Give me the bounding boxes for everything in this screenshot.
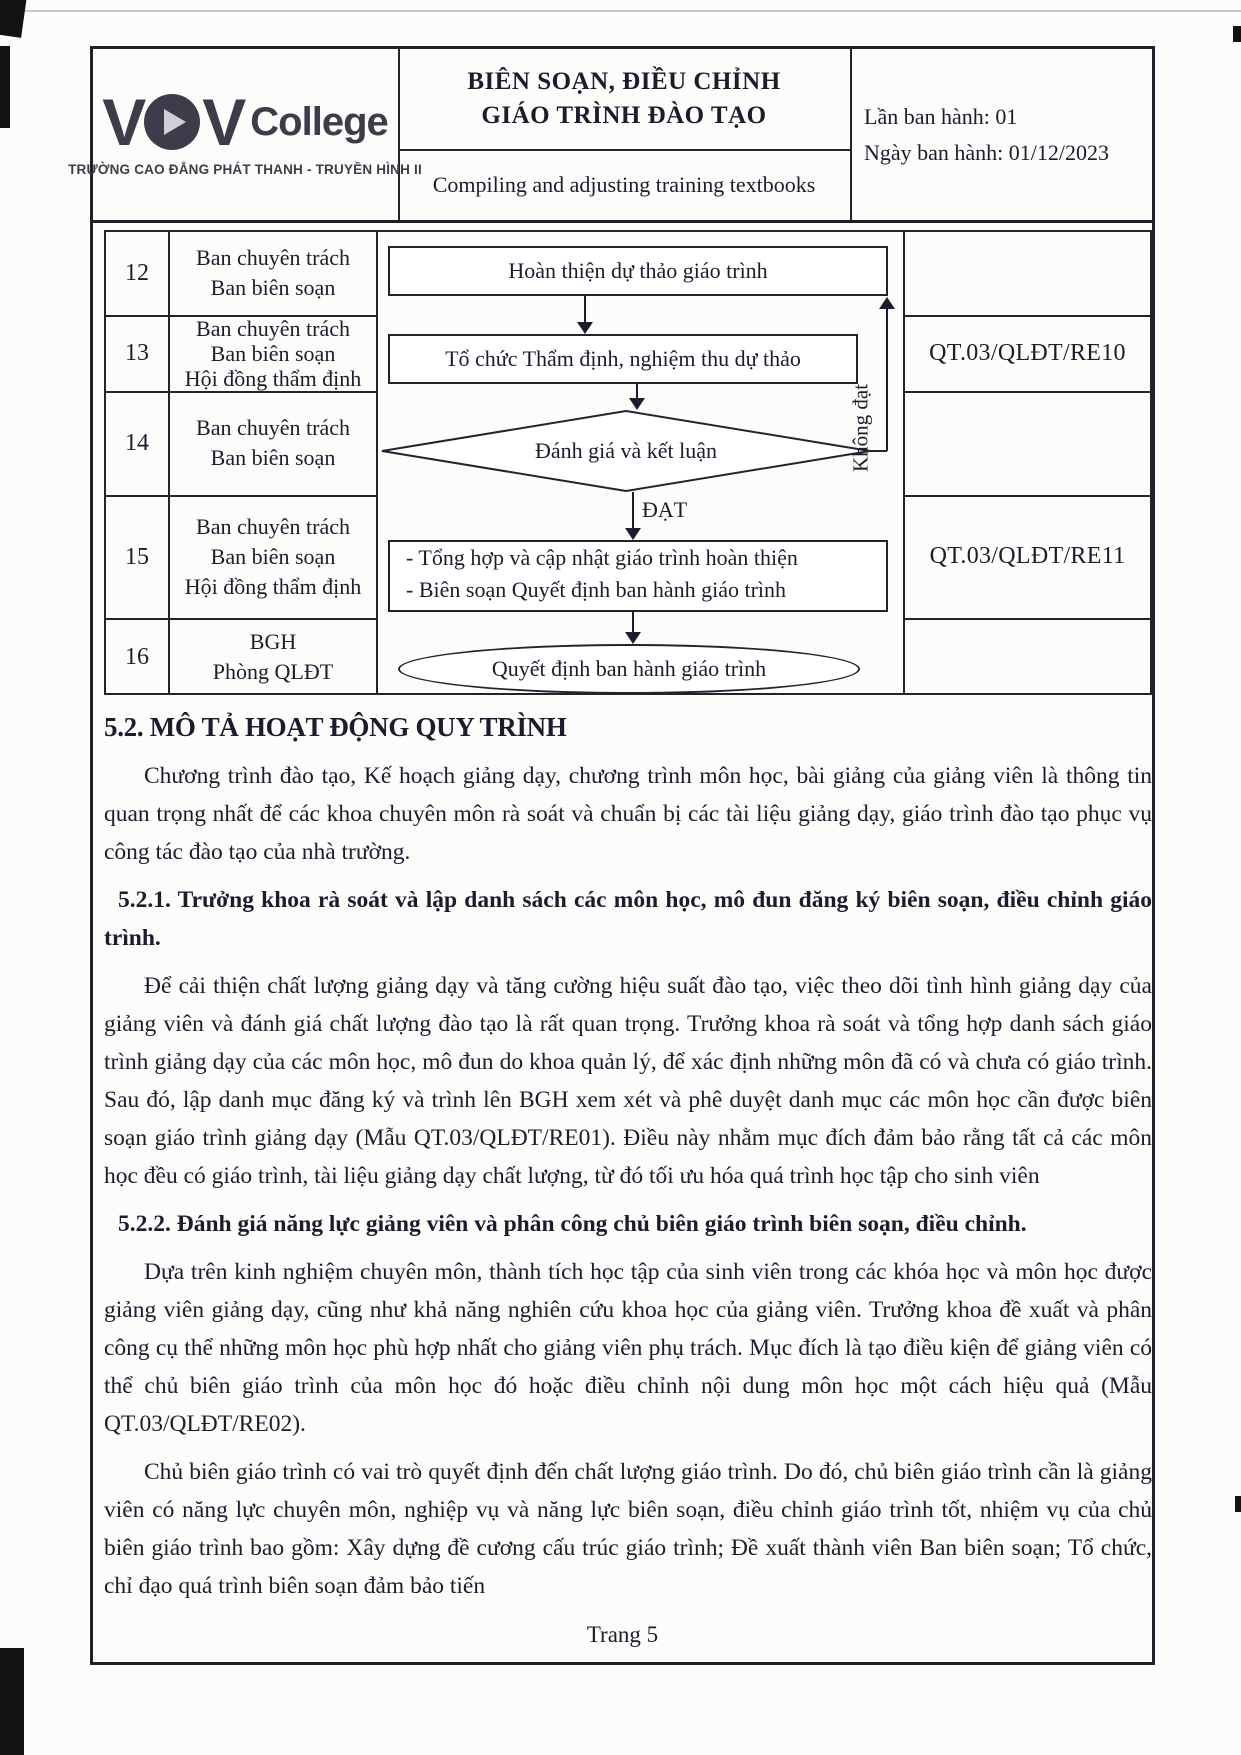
issue-date: Ngày ban hành: 01/12/2023	[864, 139, 1110, 165]
paragraph-3: Dựa trên kinh nghiệm chuyên môn, thành tích học tập của sinh viên trong các khóa học và môn học được giảng viên giảng dạy, cũng như khả năng nghiên cứu khoa học của giảng viên. Trưởng khoa đề xuất và phân công cụ thể những môn học phù hợp nhất cho giảng viên phụ trách. Mục đích là tạo điều kiện để giảng viên có thể chủ biên giáo trình của môn học đó hoặc điều chỉnh nội dung môn học một cách hiệu quả (Mẫu QT.03/QLĐT/RE02).	[104, 1259, 1152, 1437]
paragraph-4: Chủ biên giáo trình có vai trò quyết định đến chất lượng giáo trình. Do đó, chủ biên giáo trình cần là giảng viên có năng lực chuyên môn, nghiệp vụ và năng lực biên soạn, điều chỉnh giáo trình tốt, nhiệm vụ của chủ biên giáo trình bao gồm: Xây dựng đề cương cấu trúc giáo trình; Đề xuất thành viên Ban biên soạn; Tổ chức, chỉ đạo quá trình biên soạn đảm bảo tiến	[104, 1459, 1152, 1599]
title-line-1: BIÊN SOẠN, ĐIỀU CHỈNH	[467, 68, 781, 95]
step-number-14: 14	[125, 430, 149, 456]
play-icon	[144, 94, 200, 150]
section-title: 5.2. MÔ TẢ HOẠT ĐỘNG QUY TRÌNH	[104, 712, 567, 742]
role-line: Ban chuyên trách	[196, 244, 350, 270]
step-number-16: 16	[125, 643, 149, 670]
page-number: Trang 5	[586, 1622, 659, 1647]
process-box-15-line-1: - Tổng hợp và cập nhật giáo trình hoàn thiện	[406, 545, 798, 570]
heading-5-2-1: 5.2.1. Trưởng khoa rà soát và lập danh sách các môn học, mô đun đăng ký biên soạn, điều chỉnh giáo trình.	[104, 887, 1152, 951]
flow-arrowhead-3	[625, 528, 641, 540]
logo-college-text: College	[250, 99, 388, 144]
role-line: Hội đồng thẩm định	[184, 365, 362, 391]
process-box-13: Tổ chức Thẩm định, nghiệm thu dự thảo	[388, 334, 858, 384]
step-roles-16	[170, 620, 376, 693]
pass-label: ĐẠT	[642, 497, 688, 522]
issue-info-cell	[864, 49, 1149, 220]
flow-arrowhead-2	[629, 398, 645, 410]
decision-diamond-label: Đánh giá và kết luận	[534, 438, 718, 463]
body-section	[104, 712, 1152, 1605]
flow-arrowhead-1	[577, 322, 593, 334]
paragraph-1: Chương trình đào tạo, Kế hoạch giảng dạy, chương trình môn học, bài giảng của giảng viên là thông tin quan trọng nhất để các khoa chuyên môn rà soát và chuẩn bị các tài liệu giảng dạy, giáo trình đào tạo phục vụ công tác đào tạo của nhà trường.	[104, 763, 1152, 865]
heading-5-2-2: 5.2.2. Đánh giá năng lực giảng viên và phân công chủ biên giáo trình biên soạn, điều chỉnh.	[118, 1211, 1027, 1237]
header-bottom-border	[90, 220, 1155, 223]
flow-col-divider-2	[376, 230, 378, 695]
flow-arrow-3	[632, 492, 634, 530]
process-box-12: Hoàn thiện dự thảo giáo trình	[388, 246, 888, 296]
flow-arrow-4	[632, 612, 634, 634]
ref-code-re10: QT.03/QLĐT/RE10	[929, 339, 1126, 366]
role-line: BGH	[249, 628, 297, 654]
fail-label: Không đạt	[848, 383, 873, 472]
step-number-15: 15	[125, 543, 149, 570]
role-line: Hội đồng thẩm định	[184, 573, 362, 599]
step-roles-15	[170, 497, 376, 616]
logo-tagline: TRƯỜNG CAO ĐẲNG PHÁT THANH - TRUYỀN HÌNH II	[68, 162, 422, 177]
step-roles-14	[170, 393, 376, 493]
process-box-15-line-2: - Biên soạn Quyết định ban hành giáo trình	[406, 577, 787, 602]
role-line: Ban chuyên trách	[196, 315, 350, 341]
paragraph-2: Để cải thiện chất lượng giảng dạy và tăng cường hiệu suất đào tạo, việc theo dõi tình hình giảng dạy của giảng viên và đánh giá chất lượng đào tạo là rất quan trọng. Trưởng khoa rà soát và tổng hợp danh sách giáo trình giảng dạy của các môn học, mô đun do khoa quản lý, để xác định những môn đã có và chưa có giáo trình. Sau đó, lập danh mục đăng ký và trình lên BGH xem xét và phê duyệt danh mục các môn học cần được biên soạn giáo trình giảng dạy (Mẫu QT.03/QLĐT/RE01). Điều này nhằm mục đích đảm bảo rằng tất cả các môn học đều có giáo trình, tài liệu giảng dạy chất lượng, từ đó tối ưu hóa quá trình học tập cho sinh viên	[104, 973, 1152, 1189]
logo-letter-v2: V	[202, 85, 243, 159]
role-line: Ban chuyên trách	[196, 415, 350, 440]
feedback-line-vertical	[886, 309, 888, 451]
logo-letter-v1: V	[102, 85, 143, 159]
step-number-13: 13	[125, 340, 149, 366]
scan-edge-line	[0, 10, 1241, 12]
vov-logo	[102, 85, 388, 159]
row-divider	[903, 618, 1152, 620]
role-line: Ban biên soạn	[210, 274, 336, 300]
flow-col-divider-3	[903, 230, 905, 695]
role-line: Ban biên soạn	[210, 543, 336, 569]
feedback-arrowhead	[879, 297, 895, 309]
row-divider	[903, 391, 1152, 393]
document-title-vi	[398, 49, 850, 149]
step-roles-13	[170, 317, 376, 389]
header-divider-2	[850, 49, 852, 220]
flow-arrow-1	[584, 296, 586, 324]
scan-mark	[0, 0, 27, 38]
ref-code-re11: QT.03/QLĐT/RE11	[929, 543, 1126, 569]
scan-mark	[0, 1648, 24, 1755]
terminator-ellipse: Quyết định ban hành giáo trình	[398, 644, 860, 694]
process-box-15	[388, 540, 888, 612]
role-line: Phòng QLĐT	[212, 658, 334, 684]
scan-mark	[0, 46, 10, 128]
issue-number: Lần ban hành: 01	[864, 103, 1018, 129]
role-line: Ban biên soạn	[210, 445, 336, 470]
logo-cell	[68, 49, 422, 220]
scan-mark	[1233, 26, 1241, 42]
scan-mark	[1235, 1496, 1241, 1512]
title-line-2: GIÁO TRÌNH ĐÀO TẠO	[481, 102, 767, 129]
document-title-en: Compiling and adjusting training textbooks	[432, 172, 816, 197]
flow-arrowhead-4	[625, 632, 641, 644]
header-title-divider	[398, 149, 852, 151]
step-roles-12	[170, 232, 376, 313]
role-line: Ban chuyên trách	[196, 513, 350, 539]
step-number-12: 12	[125, 259, 149, 286]
role-line: Ban biên soạn	[210, 340, 336, 366]
